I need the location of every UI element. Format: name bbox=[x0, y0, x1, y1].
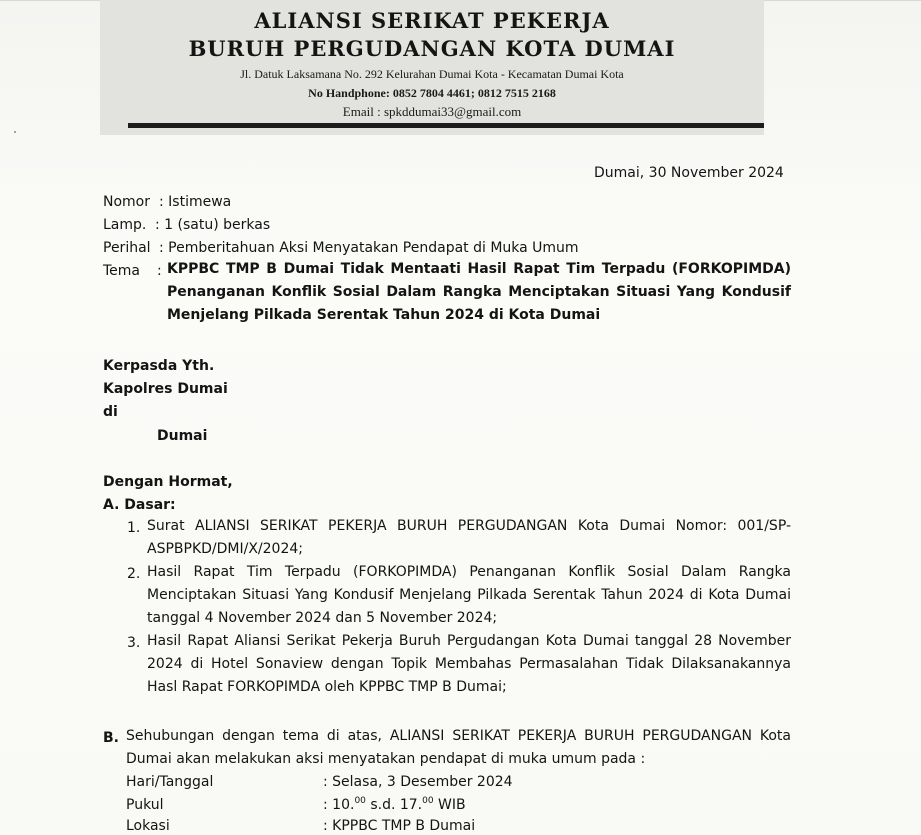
item-1-number: 1. bbox=[127, 520, 141, 536]
section-b-text: Sehubungan dengan tema di atas, ALIANSI SERIKAT PEKERJA BURUH PERGUDANGAN Kota Dumai akan melakukan aksi menyatakan pendapat di muka umum pada : bbox=[126, 728, 791, 767]
org-name-line1: ALIANSI SERIKAT PEKERJA bbox=[254, 8, 610, 33]
nomor-value: : Istimewa bbox=[159, 194, 232, 210]
lamp-value: : 1 (satu) berkas bbox=[155, 217, 271, 233]
perihal-label: Perihal bbox=[103, 240, 151, 256]
item-1-text: Surat ALIANSI SERIKAT PEKERJA BURUH PERGUDANGAN Kota Dumai Nomor: 001/SP-ASPBPKD/DMI/X/2024; bbox=[147, 518, 791, 557]
tema-colon: : bbox=[157, 263, 162, 279]
time-prefix: : 10. bbox=[323, 797, 355, 813]
time-label: Pukul bbox=[126, 797, 164, 813]
scan-speck bbox=[14, 131, 16, 133]
time-suffix: WIB bbox=[433, 797, 466, 813]
lamp-label: Lamp. bbox=[103, 217, 147, 233]
recipient-di: di bbox=[103, 404, 118, 420]
item-2-number: 2. bbox=[127, 566, 141, 582]
item-2-text: Hasil Rapat Tim Terpadu (FORKOPIMDA) Penanganan Konflik Sosial Dalam Rangka Menciptakan Situasi Yang Kondusif Menjelang Pilkada Serentak Tahun 2024 di Kota Dumai tanggal 4 November 2024 dan 5 November 2024; bbox=[147, 564, 791, 626]
section-a-heading: A. Dasar: bbox=[103, 497, 176, 513]
tema-label: Tema bbox=[103, 263, 141, 279]
time-start-minutes: 00 bbox=[354, 796, 366, 806]
recipient-greeting: Kerpasda Yth. bbox=[103, 358, 215, 374]
day-label: Hari/Tanggal bbox=[126, 774, 214, 790]
section-b-label: B. bbox=[103, 730, 119, 746]
item-3-number: 3. bbox=[127, 635, 141, 651]
location-label: Lokasi bbox=[126, 818, 170, 834]
letterhead-divider bbox=[128, 123, 764, 128]
recipient-name: Kapolres Dumai bbox=[103, 381, 228, 397]
salutation: Dengan Hormat, bbox=[103, 474, 233, 490]
org-name-line2: BURUH PERGUDANGAN KOTA DUMAI bbox=[188, 36, 676, 61]
org-address: Jl. Datuk Laksamana No. 292 Kelurahan Dumai Kota - Kecamatan Dumai Kota bbox=[240, 67, 624, 81]
location-value: : KPPBC TMP B Dumai bbox=[323, 818, 476, 834]
day-value: : Selasa, 3 Desember 2024 bbox=[323, 774, 513, 790]
time-value bbox=[323, 796, 466, 814]
time-end-minutes: 00 bbox=[422, 796, 434, 806]
org-phone: No Handphone: 0852 7804 4461; 0812 7515 2168 bbox=[308, 86, 556, 100]
time-mid: s.d. 17. bbox=[365, 797, 423, 813]
org-email: Email : spkddumai33@gmail.com bbox=[342, 104, 522, 119]
letterhead bbox=[100, 0, 764, 135]
tema-value: KPPBC TMP B Dumai Tidak Mentaati Hasil Rapat Tim Terpadu (FORKOPIMDA) Penanganan Konflik Sosial Dalam Rangka Menciptakan Situasi Yang Kondusif Menjelang Pilkada Serentak Tahun 2024 di Kota Dumai bbox=[167, 261, 791, 323]
recipient-city: Dumai bbox=[157, 428, 208, 444]
item-3-text: Hasil Rapat Aliansi Serikat Pekerja Buruh Pergudangan Kota Dumai tanggal 28 November 2024 di Hotel Sonaview dengan Topik Membahas Permasalahan Tidak Dilaksanakannya Hasl Rapat FORKOPIMDA oleh KPPBC TMP B Dumai; bbox=[147, 633, 791, 695]
place-date: Dumai, 30 November 2024 bbox=[594, 165, 784, 181]
perihal-value: : Pemberitahuan Aksi Menyatakan Pendapat di Muka Umum bbox=[159, 240, 579, 256]
nomor-label: Nomor bbox=[103, 194, 150, 210]
